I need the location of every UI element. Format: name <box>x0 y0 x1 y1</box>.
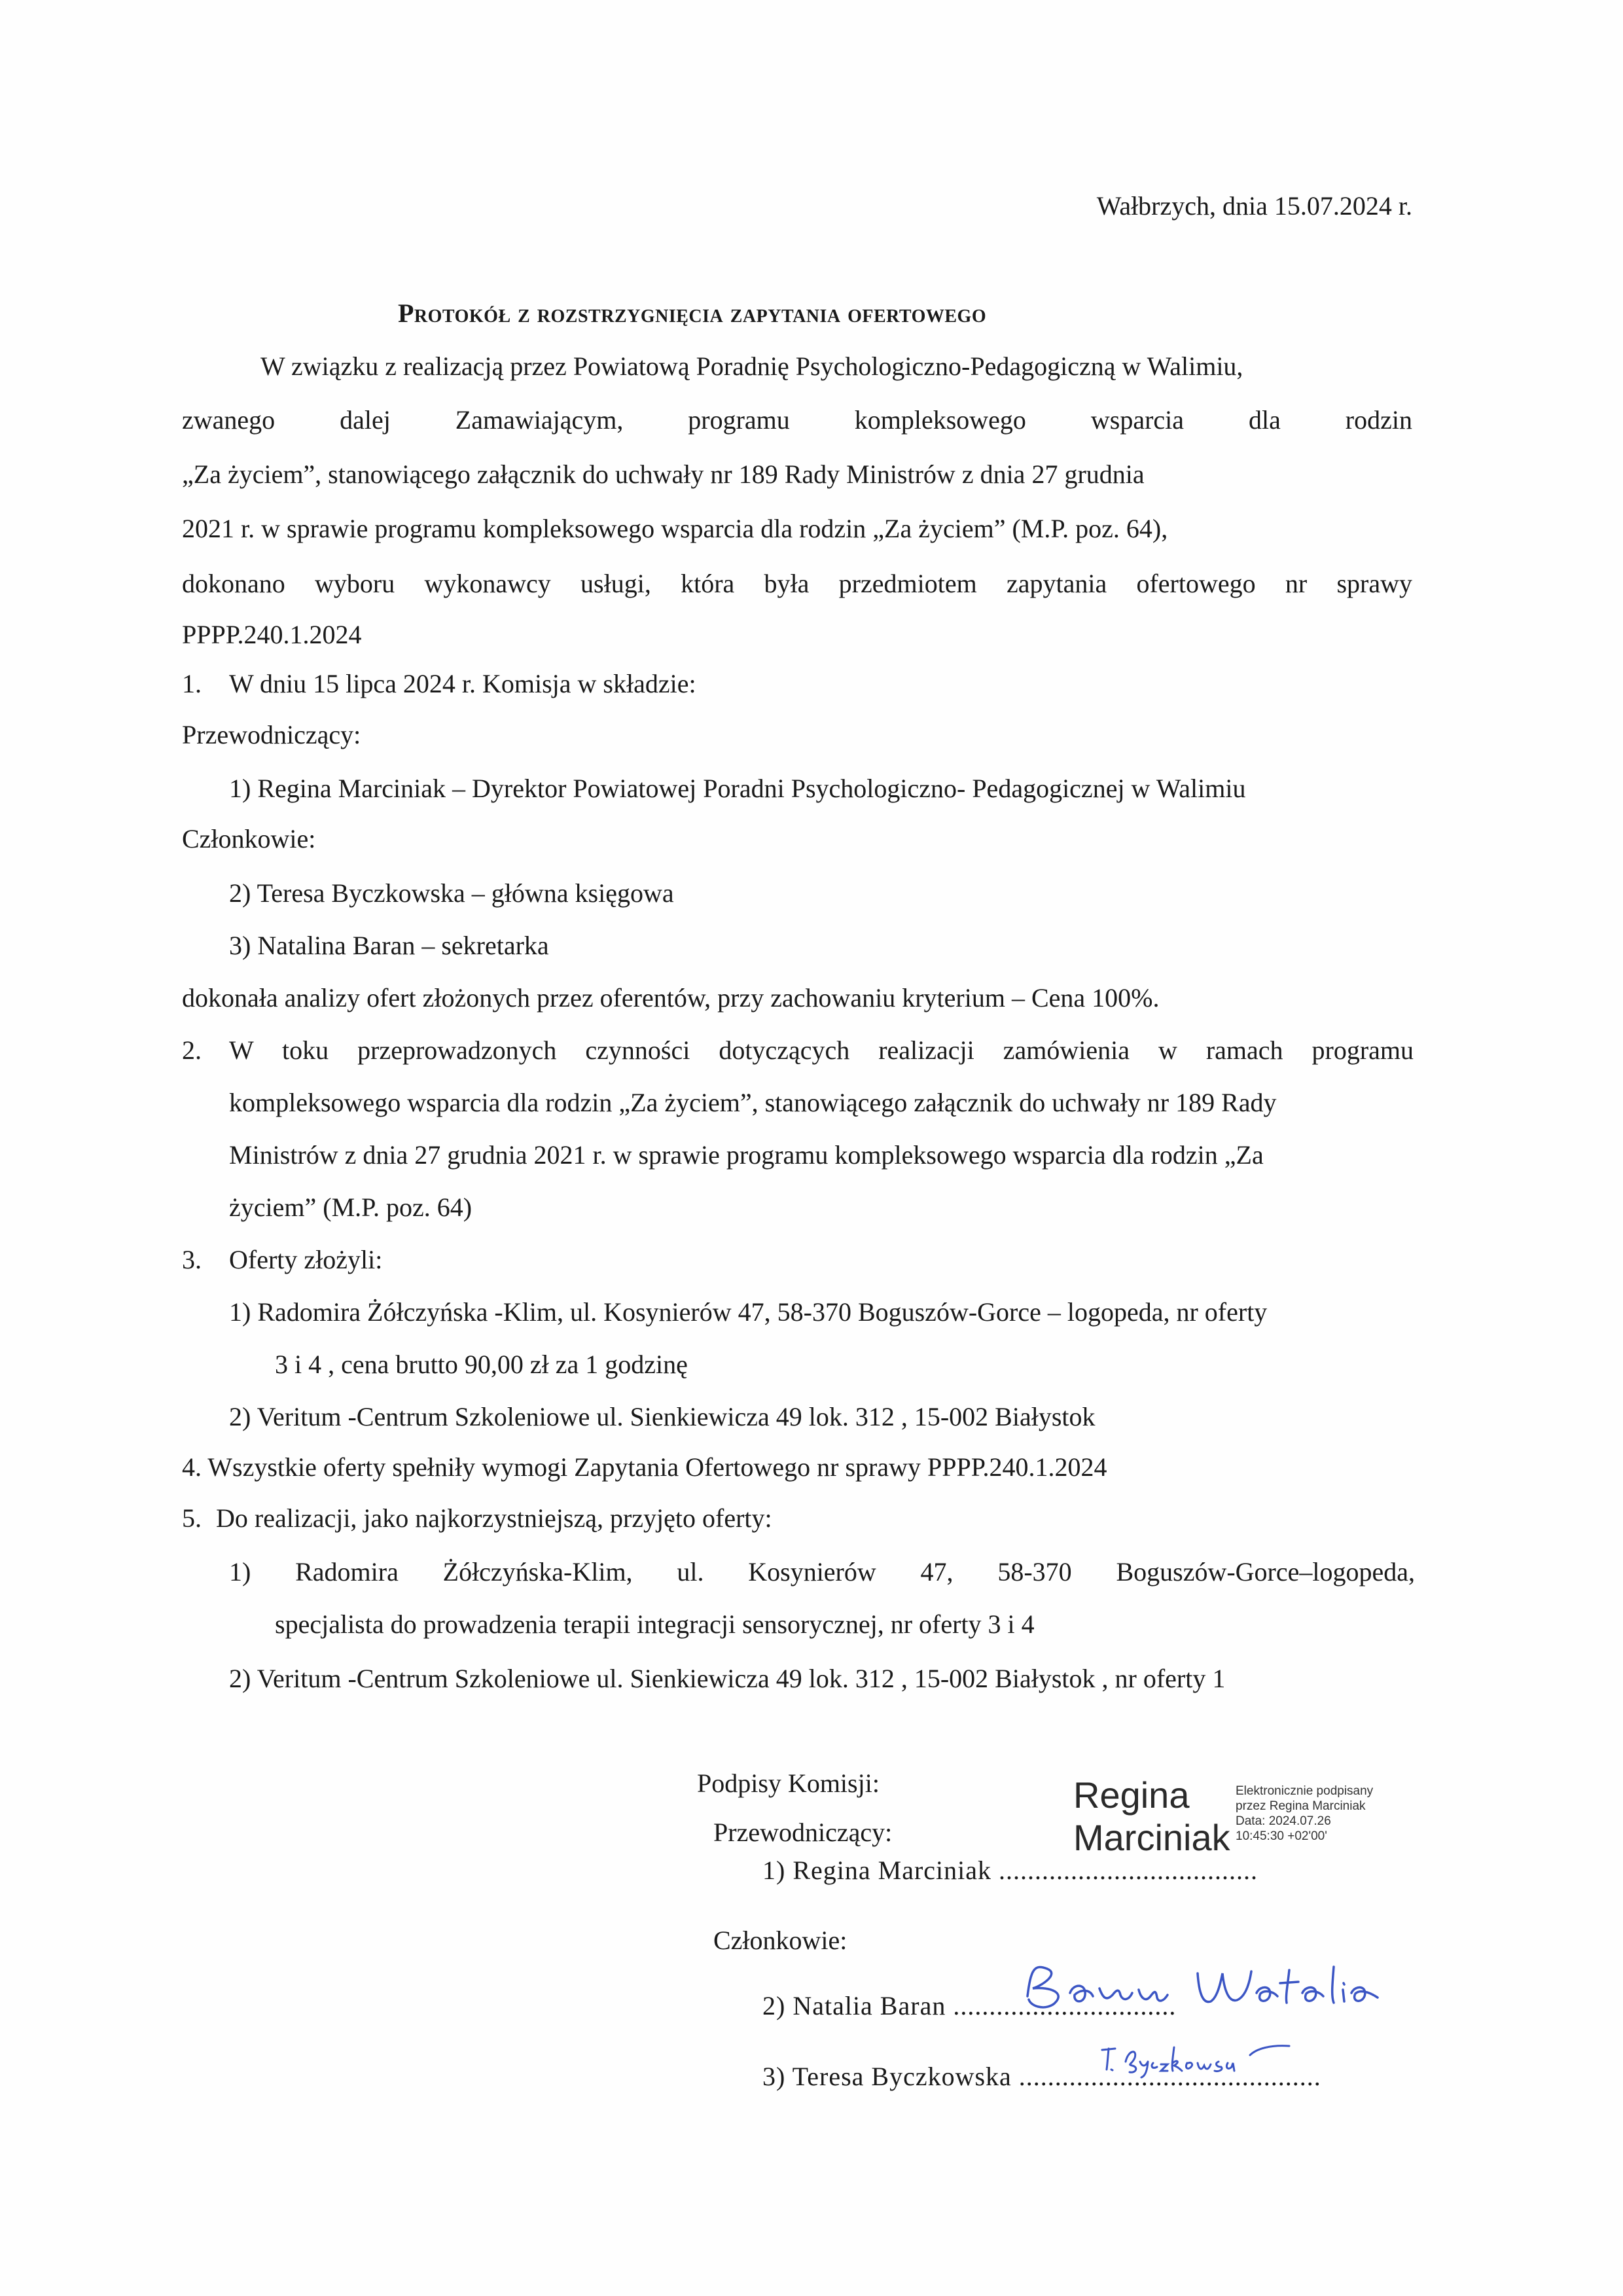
signatures-members-label: Członkowie: <box>713 1926 847 1955</box>
esign-name-2: Marciniak <box>1073 1817 1230 1858</box>
signatures-chair-label: Przewodniczący: <box>713 1818 893 1847</box>
esign-name-1: Regina <box>1073 1774 1190 1816</box>
intro-line-3: „Za życiem”, stanowiącego załącznik do uchwały nr 189 Rady Ministrów z dnia 27 grudnia <box>182 459 1145 489</box>
section-1-text: W dniu 15 lipca 2024 r. Komisja w składzie: <box>229 669 696 698</box>
intro-line-5: dokonano wyboru wykonawcy usługi, która była przedmiotem zapytania ofertowego nr sprawy <box>182 569 1412 598</box>
esign-info-3: Data: 2024.07.26 <box>1236 1814 1331 1828</box>
signatures-heading: Podpisy Komisji: <box>697 1768 880 1798</box>
section-3-text: Oferty złożyli: <box>229 1245 383 1274</box>
document-title: Protokół z rozstrzygnięcia zapytania ofertowego <box>398 298 987 328</box>
section-5-text: Do realizacji, jako najkorzystniejszą, przyjęto oferty: <box>216 1503 772 1533</box>
intro-line-1: W związku z realizacją przez Powiatową Poradnię Psychologiczno-Pedagogiczną w Walimiu, <box>260 351 1243 381</box>
esign-info-4: 10:45:30 +02'00' <box>1236 1829 1327 1843</box>
section-1-number: 1. <box>182 669 202 698</box>
signature-line-baran: 2) Natalia Baran ............................... <box>762 1991 1177 2020</box>
handwritten-signature-byczkowska <box>1099 2036 1322 2081</box>
intro-line-6: PPPP.240.1.2024 <box>182 620 362 649</box>
chair-label: Przewodniczący: <box>182 720 361 749</box>
section-2-line-3: Ministrów z dnia 27 grudnia 2021 r. w sprawie programu kompleksowego wsparcia dla rodzin „Za <box>229 1140 1264 1170</box>
accepted-offer-1-line-2: specjalista do prowadzenia terapii integracji sensorycznej, nr oferty 3 i 4 <box>275 1609 1035 1639</box>
intro-line-4: 2021 r. w sprawie programu kompleksowego wsparcia dla rodzin „Za życiem” (M.P. poz. 64), <box>182 514 1168 543</box>
section-3-number: 3. <box>182 1245 202 1274</box>
esign-details <box>1236 1784 1373 1844</box>
signature-line-chair: 1) Regina Marciniak .................................... <box>762 1856 1258 1885</box>
intro-line-2: zwanego dalej Zamawiającym, programu kompleksowego wsparcia dla rodzin <box>182 405 1412 435</box>
section-2-line-4: życiem” (M.P. poz. 64) <box>229 1193 473 1222</box>
chair-item: 1) Regina Marciniak – Dyrektor Powiatowej Poradni Psychologiczno- Pedagogicznej w Walimiu <box>229 774 1246 803</box>
member-3: 3) Natalina Baran – sekretarka <box>229 931 549 960</box>
section-1-conclusion: dokonała analizy ofert złożonych przez oferentów, przy zachowaniu kryterium – Cena 100%. <box>182 983 1160 1013</box>
section-2-number: 2. <box>182 1035 202 1065</box>
section-2-line-2: kompleksowego wsparcia dla rodzin „Za życiem”, stanowiącego załącznik do uchwały nr 189 Rady <box>229 1088 1277 1117</box>
section-4-text: 4. Wszystkie oferty spełniły wymogi Zapytania Ofertowego nr sprawy PPPP.240.1.2024 <box>182 1452 1107 1482</box>
member-2: 2) Teresa Byczkowska – główna księgowa <box>229 878 674 908</box>
esign-info-2: przez Regina Marciniak <box>1236 1799 1366 1813</box>
offer-1-line-2: 3 i 4 , cena brutto 90,00 zł za 1 godzinę <box>275 1350 688 1379</box>
offer-2: 2) Veritum -Centrum Szkoleniowe ul. Sienkiewicza 49 lok. 312 , 15-002 Białystok <box>229 1402 1096 1431</box>
section-2-line-1: W toku przeprowadzonych czynności dotyczących realizacji zamówienia w ramach programu <box>229 1035 1414 1065</box>
accepted-offer-1-line-1: 1) Radomira Żółczyńska-Klim, ul. Kosynierów 47, 58-370 Boguszów-Gorce–logopeda, <box>229 1557 1415 1587</box>
handwritten-signature-baran <box>1021 1957 1427 2016</box>
place-and-date: Wałbrzych, dnia 15.07.2024 r. <box>1096 191 1412 221</box>
esign-info-1: Elektronicznie podpisany <box>1236 1784 1374 1798</box>
section-5-number: 5. <box>182 1503 202 1533</box>
accepted-offer-2: 2) Veritum -Centrum Szkoleniowe ul. Sienkiewicza 49 lok. 312 , 15-002 Białystok , nr oferty 1 <box>229 1664 1226 1693</box>
offer-1-line-1: 1) Radomira Żółczyńska -Klim, ul. Kosynierów 47, 58-370 Boguszów-Gorce – logopeda, nr oferty <box>229 1297 1268 1327</box>
signature-line-byczkowska: 3) Teresa Byczkowska .......................................... <box>762 2062 1321 2091</box>
members-label: Członkowie: <box>182 824 316 853</box>
